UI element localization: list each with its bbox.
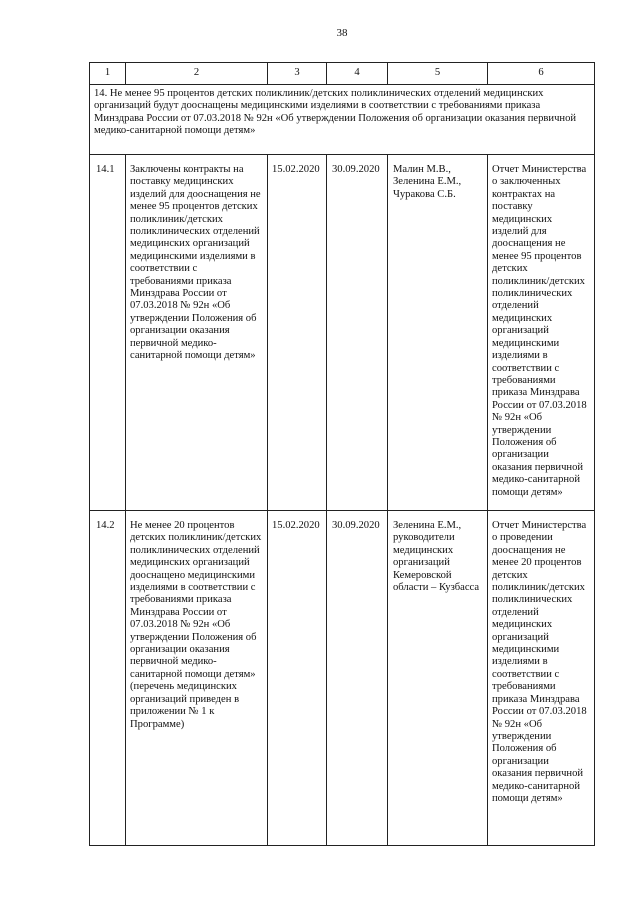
task-line: первичной медико-	[130, 337, 217, 349]
table-row	[90, 511, 595, 846]
header-cell-5: 5	[388, 63, 488, 85]
result-line: дооснащения не	[492, 544, 566, 556]
result-line: дооснащения не	[492, 238, 566, 250]
task-line: поликлинических отделений	[130, 226, 260, 238]
end-date: 30.09.2020	[327, 511, 388, 846]
task-line: приложении № 1 к	[130, 706, 215, 718]
result-line: поставку	[492, 201, 533, 213]
responsible-cell	[388, 511, 488, 846]
result-line: организаций	[492, 325, 549, 337]
task-line: Минздрава России от	[130, 288, 227, 300]
plan-table	[89, 62, 595, 846]
page-number: 38	[336, 27, 348, 39]
responsible-line: Кемеровской	[393, 569, 452, 581]
result-line: помощи детям»	[492, 792, 563, 804]
task-line: санитарной помощи детям»	[130, 668, 256, 680]
result-line: организации	[492, 449, 549, 461]
header-cell-2: 2	[126, 63, 268, 85]
result-line: детских	[492, 263, 528, 275]
responsible-cell	[388, 155, 488, 511]
start-date: 15.02.2020	[268, 155, 327, 511]
result-line: требованиями	[492, 374, 556, 386]
result-line: отделений	[492, 606, 539, 618]
result-line: медицинских	[492, 213, 553, 225]
task-line: медицинскими изделиями в	[130, 250, 256, 262]
task-line: Минздрава России от	[130, 606, 227, 618]
result-line: требованиями	[492, 681, 556, 693]
result-line: России от 07.03.2018	[492, 399, 587, 411]
result-line: детских	[492, 569, 528, 581]
task-line: организации оказания	[130, 325, 230, 337]
responsible-line: медицинских	[393, 544, 454, 556]
table-header-row	[90, 63, 595, 85]
result-line: изделий для	[492, 226, 547, 238]
task-line: изделий для дооснащения не	[130, 188, 261, 200]
task-line: поликлиник/детских	[130, 213, 223, 225]
task-cell	[126, 511, 268, 846]
result-line: поликлинических	[492, 288, 573, 300]
result-line: утверждении	[492, 424, 552, 436]
task-line: менее 95 процентов детских	[130, 201, 258, 213]
responsible-line: Зеленина Е.М.,	[393, 520, 462, 531]
task-line: 07.03.2018 № 92н «Об	[130, 619, 231, 631]
task-line: требованиями приказа	[130, 594, 232, 606]
task-line: требованиями приказа	[130, 275, 232, 287]
task-line: изделиями в соответствии с	[130, 582, 256, 594]
header-cell-6: 6	[488, 63, 595, 85]
result-line: организации	[492, 755, 549, 767]
section-title-line: Минздрава России от 07.03.2018 № 92н «Об утверждении Положения об организации оказания первичной	[94, 112, 577, 124]
result-line: организаций	[492, 631, 549, 643]
result-line: медико-санитарной	[492, 780, 581, 792]
result-cell	[488, 511, 595, 846]
task-line: детских поликлиник/детских	[130, 532, 262, 544]
task-line: организации оказания	[130, 644, 230, 656]
result-line: утверждении	[492, 730, 552, 742]
result-line: контрактах на	[492, 188, 556, 200]
table-row	[90, 155, 595, 511]
result-line: оказания первичной	[492, 461, 584, 473]
task-line: утверждении Положения об	[130, 312, 257, 324]
responsible-line: организаций	[393, 557, 450, 569]
end-date: 30.09.2020	[327, 155, 388, 511]
task-line: Не менее 20 процентов	[130, 520, 235, 531]
result-line: медицинских	[492, 312, 553, 324]
responsible-line: Чуракова С.Б.	[393, 188, 456, 200]
task-line: медицинских организаций	[130, 238, 250, 250]
task-line: дооснащено медицинскими	[130, 569, 256, 581]
task-line: первичной медико-	[130, 656, 217, 668]
result-line: менее 20 процентов	[492, 557, 582, 569]
section-title-line: организаций будут дооснащены медицинскими изделиями в соответствии с требованиями приказа	[94, 100, 541, 112]
task-line: организаций приведен в	[130, 693, 240, 705]
result-line: поликлинических	[492, 594, 573, 606]
task-line: поставку медицинских	[130, 176, 234, 188]
result-line: Положения об	[492, 743, 557, 755]
item-number: 14.2	[90, 511, 126, 846]
result-line: медицинскими	[492, 644, 560, 656]
result-line: приказа Минздрава	[492, 387, 580, 399]
result-line: о заключенных	[492, 176, 561, 188]
item-number: 14.1	[90, 155, 126, 511]
result-line: менее 95 процентов	[492, 250, 582, 262]
task-line: Программе)	[130, 718, 185, 730]
result-line: поликлиник/детских	[492, 582, 585, 594]
task-line: медицинских организаций	[130, 557, 250, 569]
result-line: медицинскими	[492, 337, 560, 349]
result-line: России от 07.03.2018	[492, 706, 587, 718]
task-line: санитарной помощи детям»	[130, 350, 256, 362]
section-title-line: медико-санитарной помощи детям»	[94, 125, 256, 137]
result-line: оказания первичной	[492, 768, 584, 780]
responsible-line: Зеленина Е.М.,	[393, 176, 462, 188]
header-cell-4: 4	[327, 63, 388, 85]
result-line: поликлиник/детских	[492, 275, 585, 287]
result-line: соответствии с	[492, 668, 560, 680]
task-line: соответствии с	[130, 263, 198, 275]
result-line: медико-санитарной	[492, 474, 581, 486]
section-title-line: 14. Не менее 95 процентов детских поликлиник/детских поликлинических отделений медицинских	[94, 88, 544, 99]
result-cell	[488, 155, 595, 511]
section-title	[90, 85, 595, 155]
task-line: утверждении Положения об	[130, 631, 257, 643]
result-line: изделиями в	[492, 350, 548, 362]
result-line: изделиями в	[492, 656, 548, 668]
result-line: отделений	[492, 300, 539, 312]
responsible-line: Малин М.В.,	[393, 164, 451, 175]
result-line: Положения об	[492, 436, 557, 448]
start-date: 15.02.2020	[268, 511, 327, 846]
result-line: помощи детям»	[492, 486, 563, 498]
result-line: приказа Минздрава	[492, 693, 580, 705]
task-line: Заключены контракты на	[130, 164, 244, 175]
result-line: соответствии с	[492, 362, 560, 374]
task-cell	[126, 155, 268, 511]
result-line: Отчет Министерства	[492, 164, 587, 175]
header-cell-3: 3	[268, 63, 327, 85]
result-line: медицинских	[492, 619, 553, 631]
task-line: (перечень медицинских	[130, 681, 237, 693]
result-line: № 92н «Об	[492, 718, 543, 730]
responsible-line: области – Кузбасса	[393, 582, 480, 594]
result-line: № 92н «Об	[492, 412, 543, 424]
result-line: Отчет Министерства	[492, 520, 587, 531]
result-line: о проведении	[492, 532, 553, 544]
responsible-line: руководители	[393, 532, 455, 544]
task-line: 07.03.2018 № 92н «Об	[130, 300, 231, 312]
header-cell-1: 1	[90, 63, 126, 85]
section-row	[90, 85, 595, 155]
task-line: поликлинических отделений	[130, 544, 260, 556]
